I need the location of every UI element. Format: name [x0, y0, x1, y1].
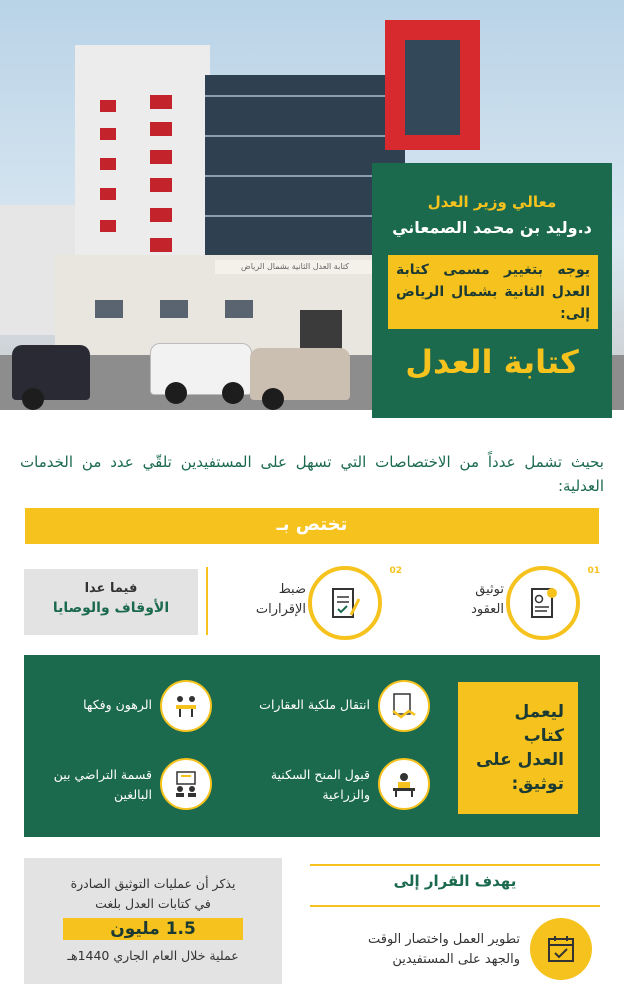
property-handshake-icon	[378, 680, 430, 732]
signing-document-icon	[308, 566, 382, 640]
stats-line3: عملية خلال العام الجاري 1440هـ	[67, 948, 239, 963]
stats-line1: يذكر أن عمليات التوثيق الصادرة	[70, 876, 236, 891]
building-sign: كتابة العدل الثانية بشمال الرياض	[215, 260, 375, 274]
meeting-table-icon	[160, 680, 212, 732]
specialty-item-acknowledgements-label: ضبط الإقرارات	[255, 582, 306, 617]
goal-text: تطوير العمل واختصار الوقت والجهد على المستفيدين	[367, 932, 520, 967]
stats-box	[24, 858, 282, 984]
directive-text: يوجه بتغيير مسمى كتابة العدل الثانية بشمال الرياض إلى:	[388, 255, 598, 329]
notarize-item-division: قسمة التراضي بين البالغين	[53, 767, 152, 802]
specialty-item-contracts-label: توثيق العقود	[471, 582, 504, 617]
goal-divider-top	[310, 864, 600, 866]
intro-text: بحيث تشمل عدداً من الاختصاصات التي تسهل على المستفيدين تلقّي عدد من الخدمات العدلية:	[20, 453, 604, 495]
goal-divider-bottom	[310, 905, 600, 907]
item-number: 01	[587, 566, 600, 576]
specialty-item-contracts	[494, 562, 604, 642]
divider	[206, 567, 208, 635]
stats-line2: في كتابات العدل بلغت	[95, 896, 211, 911]
except-label: فيما عدا	[84, 581, 138, 596]
minister-title: معالي وزير العدل	[427, 193, 557, 211]
stats-value: 1.5 مليون	[63, 918, 243, 940]
division-people-icon	[160, 758, 212, 810]
specialty-header: تختص بـ	[25, 508, 599, 544]
title-box	[372, 163, 612, 418]
except-box	[24, 569, 198, 635]
new-name: كتابة العدل	[405, 343, 579, 381]
notarize-item-grants: قبول المنح السكنية والزراعية	[270, 767, 370, 802]
specialty-item-acknowledgements	[296, 562, 406, 642]
goal-header: يهدف القرار إلى	[393, 872, 517, 890]
contract-document-icon	[506, 566, 580, 640]
item-number: 02	[389, 566, 402, 576]
building-left-wing	[75, 45, 210, 265]
notarize-item-property: انتقال ملكية العقارات	[259, 697, 370, 712]
notarize-header: ليعمل كتاب العدل على توثيق:	[458, 682, 578, 814]
calendar-icon	[530, 918, 592, 980]
except-value: الأوقاف والوصايا	[52, 600, 170, 616]
minister-name: د.وليد بن محمد الصمعاني	[392, 218, 592, 237]
notarize-item-mortgage: الرهون وفكها	[83, 697, 152, 712]
desk-officer-icon	[378, 758, 430, 810]
